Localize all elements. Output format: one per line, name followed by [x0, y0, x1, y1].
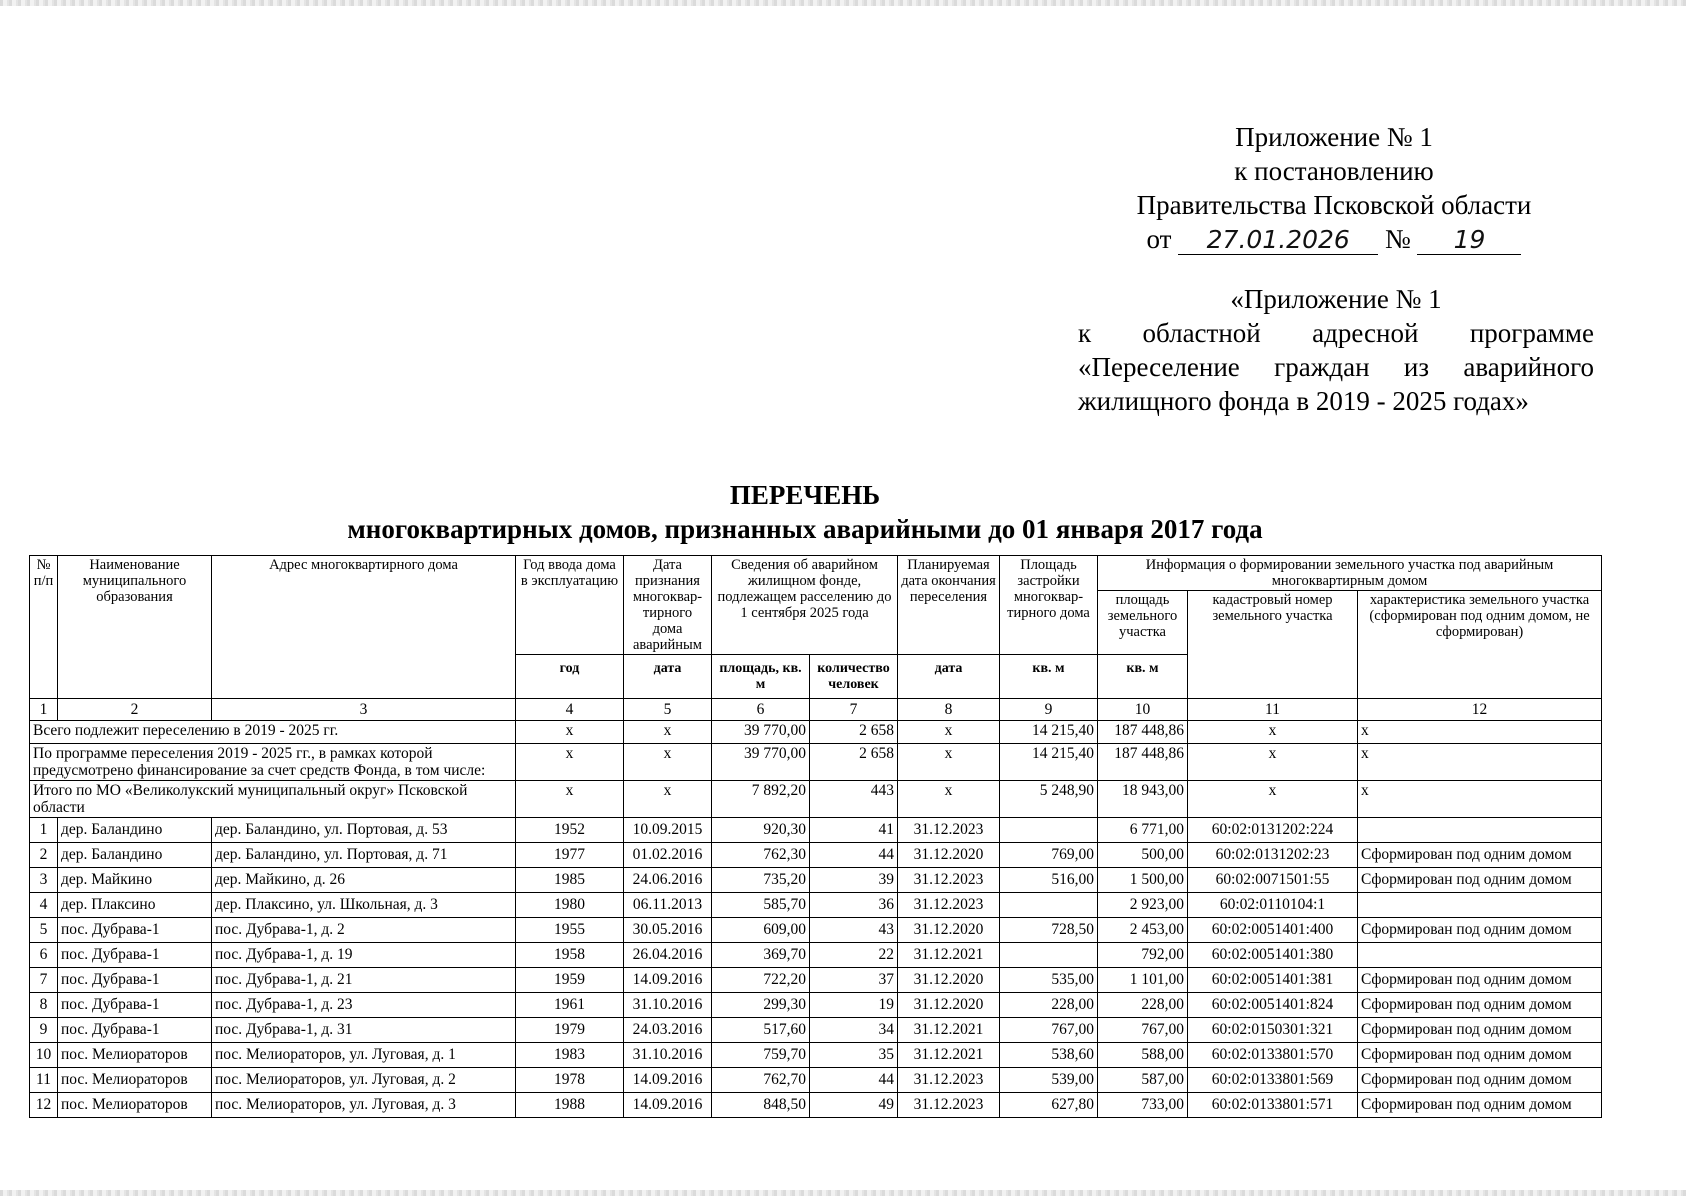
col-number: 1	[30, 699, 58, 721]
table-row	[30, 893, 1602, 918]
cell-building-area	[1000, 893, 1098, 918]
cell-planned-date: 31.12.2020	[898, 993, 1000, 1018]
cell-year: 1979	[516, 1018, 624, 1043]
appendix-to-resolution: к постановлению	[1234, 156, 1434, 186]
cell-recognition-date: 10.09.2015	[624, 818, 712, 843]
cell-people: 36	[810, 893, 898, 918]
table-row	[30, 843, 1602, 868]
cell-characteristic: Сформирован под одним домом	[1358, 1043, 1602, 1068]
cell-municipality: пос. Дубрава-1	[58, 968, 212, 993]
cell-land-area: 1 500,00	[1098, 868, 1188, 893]
cell-area: 762,70	[712, 1068, 810, 1093]
cell-year: 1983	[516, 1043, 624, 1068]
cell-characteristic: Сформирован под одним домом	[1358, 843, 1602, 868]
cell-characteristic	[1358, 818, 1602, 843]
cell-planned-date: 31.12.2020	[898, 918, 1000, 943]
summary-row	[30, 721, 1602, 744]
cell-characteristic: Сформирован под одним домом	[1358, 1068, 1602, 1093]
summary-label: Всего подлежит переселению в 2019 - 2025 гг.	[30, 721, 516, 744]
cell-people: 34	[810, 1018, 898, 1043]
cell-people: 22	[810, 943, 898, 968]
cell-year: 1961	[516, 993, 624, 1018]
scan-edge-bottom	[0, 1190, 1686, 1196]
program-word: к	[1078, 318, 1092, 348]
cell-address: пос. Мелиораторов, ул. Луговая, д. 3	[212, 1093, 516, 1118]
program-word: адресной	[1312, 318, 1419, 348]
cell-address: пос. Дубрава-1, д. 31	[212, 1018, 516, 1043]
cell-people: 35	[810, 1043, 898, 1068]
cell-area: 920,30	[712, 818, 810, 843]
summary-area: 7 892,20	[712, 781, 810, 818]
cell-building-area: 535,00	[1000, 968, 1098, 993]
cell-people: 41	[810, 818, 898, 843]
cell-area: 517,60	[712, 1018, 810, 1043]
cell-building-area: 627,80	[1000, 1093, 1098, 1118]
summary-area: 39 770,00	[712, 721, 810, 744]
summary-label: По программе переселения 2019 - 2025 гг., в рамках которой предусмотрено финансирование за счет средств Фонда, в том числе:	[30, 744, 516, 781]
cell-num: 3	[30, 868, 58, 893]
column-numbers-row	[30, 699, 1602, 721]
program-reference	[1078, 282, 1594, 418]
cell-area: 759,70	[712, 1043, 810, 1068]
col-header-planned-date: Планируемая дата окончания переселения	[898, 556, 1000, 655]
cell-area: 299,30	[712, 993, 810, 1018]
cell-address: дер. Майкино, д. 26	[212, 868, 516, 893]
program-word: «Переселение	[1078, 352, 1240, 382]
cell-characteristic: Сформирован под одним домом	[1358, 1018, 1602, 1043]
cell-cadastral: 60:02:0051401:400	[1188, 918, 1358, 943]
program-appendix-title: «Приложение № 1	[1230, 284, 1442, 314]
summary-cadastral: x	[1188, 721, 1358, 744]
summary-planned-date: x	[898, 781, 1000, 818]
col-header-cadastral: кадастровый номер земельного участка	[1188, 591, 1358, 699]
col-number: 9	[1000, 699, 1098, 721]
unit-area: площадь, кв. м	[712, 655, 810, 699]
cell-land-area: 767,00	[1098, 1018, 1188, 1043]
cell-characteristic: Сформирован под одним домом	[1358, 993, 1602, 1018]
summary-date: x	[624, 721, 712, 744]
cell-recognition-date: 14.09.2016	[624, 1093, 712, 1118]
col-number: 4	[516, 699, 624, 721]
cell-year: 1952	[516, 818, 624, 843]
summary-people: 2 658	[810, 721, 898, 744]
cell-num: 7	[30, 968, 58, 993]
cell-num: 1	[30, 818, 58, 843]
header-row-1	[30, 556, 1602, 591]
cell-characteristic	[1358, 893, 1602, 918]
cell-address: пос. Дубрава-1, д. 21	[212, 968, 516, 993]
cell-characteristic: Сформирован под одним домом	[1358, 968, 1602, 993]
cell-building-area: 767,00	[1000, 1018, 1098, 1043]
cell-num: 2	[30, 843, 58, 868]
program-word: аварийного	[1463, 352, 1594, 382]
summary-date: x	[624, 744, 712, 781]
table-row	[30, 1093, 1602, 1118]
cell-municipality: пос. Мелиораторов	[58, 1093, 212, 1118]
cell-people: 49	[810, 1093, 898, 1118]
cell-people: 44	[810, 843, 898, 868]
table-body	[30, 699, 1602, 1118]
cell-num: 12	[30, 1093, 58, 1118]
table-row	[30, 918, 1602, 943]
handwritten-number: 19	[1417, 226, 1521, 255]
cell-recognition-date: 31.10.2016	[624, 1043, 712, 1068]
unit-year: год	[516, 655, 624, 699]
summary-land-area: 187 448,86	[1098, 721, 1188, 744]
col-header-recognition-date: Дата признания многоквар-тирного дома аварийным	[624, 556, 712, 655]
document-title: ПЕРЕЧЕНЬ	[729, 480, 881, 510]
summary-area: 39 770,00	[712, 744, 810, 781]
handwritten-date: 27.01.2026	[1178, 226, 1378, 255]
cell-address: пос. Дубрава-1, д. 23	[212, 993, 516, 1018]
col-number: 6	[712, 699, 810, 721]
cell-planned-date: 31.12.2023	[898, 868, 1000, 893]
program-word: из	[1403, 352, 1430, 382]
cell-building-area: 769,00	[1000, 843, 1098, 868]
summary-people: 443	[810, 781, 898, 818]
cell-planned-date: 31.12.2020	[898, 843, 1000, 868]
cell-area: 762,30	[712, 843, 810, 868]
col-number: 7	[810, 699, 898, 721]
summary-row	[30, 781, 1602, 818]
table-row	[30, 1018, 1602, 1043]
cell-address: пос. Дубрава-1, д. 2	[212, 918, 516, 943]
cell-address: пос. Дубрава-1, д. 19	[212, 943, 516, 968]
summary-characteristic: x	[1358, 721, 1602, 744]
cell-planned-date: 31.12.2023	[898, 893, 1000, 918]
cell-planned-date: 31.12.2020	[898, 968, 1000, 993]
col-number: 3	[212, 699, 516, 721]
cell-characteristic	[1358, 943, 1602, 968]
col-header-num: № п/п	[30, 556, 58, 699]
col-number: 8	[898, 699, 1000, 721]
cell-year: 1985	[516, 868, 624, 893]
appendix-header	[1100, 120, 1568, 256]
summary-cadastral: x	[1188, 781, 1358, 818]
cell-recognition-date: 24.03.2016	[624, 1018, 712, 1043]
col-number: 5	[624, 699, 712, 721]
cell-area: 735,20	[712, 868, 810, 893]
summary-label: Итого по МО «Великолукский муниципальный округ» Псковской области	[30, 781, 516, 818]
cell-recognition-date: 24.06.2016	[624, 868, 712, 893]
cell-municipality: пос. Дубрава-1	[58, 1018, 212, 1043]
table-row	[30, 943, 1602, 968]
table-row	[30, 1068, 1602, 1093]
cell-municipality: пос. Дубрава-1	[58, 993, 212, 1018]
cell-address: дер. Баландино, ул. Портовая, д. 71	[212, 843, 516, 868]
program-line-2	[1078, 316, 1594, 350]
cell-num: 4	[30, 893, 58, 918]
cell-building-area: 516,00	[1000, 868, 1098, 893]
table-row	[30, 993, 1602, 1018]
cell-address: пос. Мелиораторов, ул. Луговая, д. 1	[212, 1043, 516, 1068]
cell-recognition-date: 14.09.2016	[624, 1068, 712, 1093]
cell-municipality: пос. Мелиораторов	[58, 1043, 212, 1068]
cell-cadastral: 60:02:0131202:23	[1188, 843, 1358, 868]
summary-building-area: 5 248,90	[1000, 781, 1098, 818]
cell-municipality: дер. Плаксино	[58, 893, 212, 918]
cell-num: 8	[30, 993, 58, 1018]
cell-cadastral: 60:02:0051401:381	[1188, 968, 1358, 993]
summary-date: x	[624, 781, 712, 818]
cell-year: 1955	[516, 918, 624, 943]
number-label: №	[1384, 224, 1411, 254]
cell-land-area: 792,00	[1098, 943, 1188, 968]
cell-land-area: 1 101,00	[1098, 968, 1188, 993]
cell-num: 5	[30, 918, 58, 943]
program-word: граждан	[1274, 352, 1370, 382]
cell-num: 6	[30, 943, 58, 968]
cell-year: 1959	[516, 968, 624, 993]
cell-cadastral: 60:02:0133801:569	[1188, 1068, 1358, 1093]
cell-building-area: 539,00	[1000, 1068, 1098, 1093]
cell-recognition-date: 30.05.2016	[624, 918, 712, 943]
col-number: 11	[1188, 699, 1358, 721]
cell-area: 585,70	[712, 893, 810, 918]
cell-people: 19	[810, 993, 898, 1018]
summary-building-area: 14 215,40	[1000, 744, 1098, 781]
cell-cadastral: 60:02:0051401:380	[1188, 943, 1358, 968]
summary-characteristic: x	[1358, 781, 1602, 818]
cell-area: 722,20	[712, 968, 810, 993]
cell-year: 1978	[516, 1068, 624, 1093]
cell-municipality: пос. Дубрава-1	[58, 918, 212, 943]
cell-land-area: 500,00	[1098, 843, 1188, 868]
col-header-address: Адрес многоквартирного дома	[212, 556, 516, 699]
cell-recognition-date: 01.02.2016	[624, 843, 712, 868]
cell-num: 11	[30, 1068, 58, 1093]
cell-land-area: 588,00	[1098, 1043, 1188, 1068]
unit-recognition-date: дата	[624, 655, 712, 699]
cell-cadastral: 60:02:0133801:571	[1188, 1093, 1358, 1118]
cell-address: пос. Мелиораторов, ул. Луговая, д. 2	[212, 1068, 516, 1093]
unit-building-area: кв. м	[1000, 655, 1098, 699]
cell-num: 9	[30, 1018, 58, 1043]
summary-year: x	[516, 744, 624, 781]
cell-building-area: 728,50	[1000, 918, 1098, 943]
cell-recognition-date: 14.09.2016	[624, 968, 712, 993]
cell-building-area: 228,00	[1000, 993, 1098, 1018]
appendix-title: Приложение № 1	[1235, 122, 1433, 152]
summary-land-area: 187 448,86	[1098, 744, 1188, 781]
from-label: от	[1146, 224, 1172, 254]
cell-year: 1988	[516, 1093, 624, 1118]
unit-people: количество человек	[810, 655, 898, 699]
cell-municipality: пос. Мелиораторов	[58, 1068, 212, 1093]
scan-edge-top	[0, 0, 1686, 6]
cell-characteristic: Сформирован под одним домом	[1358, 1093, 1602, 1118]
summary-row	[30, 744, 1602, 781]
cell-people: 37	[810, 968, 898, 993]
cell-building-area: 538,60	[1000, 1043, 1098, 1068]
cell-area: 609,00	[712, 918, 810, 943]
summary-planned-date: x	[898, 721, 1000, 744]
cell-land-area: 2 453,00	[1098, 918, 1188, 943]
cell-year: 1980	[516, 893, 624, 918]
col-header-land-characteristic: характеристика земельного участка (сформирован под одним домом, не сформирован)	[1358, 591, 1602, 699]
houses-table	[29, 555, 1602, 1118]
cell-cadastral: 60:02:0133801:570	[1188, 1043, 1358, 1068]
cell-building-area	[1000, 943, 1098, 968]
cell-planned-date: 31.12.2021	[898, 1043, 1000, 1068]
summary-land-area: 18 943,00	[1098, 781, 1188, 818]
appendix-date-number-line	[1100, 222, 1568, 256]
cell-year: 1958	[516, 943, 624, 968]
cell-planned-date: 31.12.2021	[898, 1018, 1000, 1043]
cell-land-area: 2 923,00	[1098, 893, 1188, 918]
col-number: 10	[1098, 699, 1188, 721]
table-row	[30, 968, 1602, 993]
cell-people: 44	[810, 1068, 898, 1093]
cell-cadastral: 60:02:0131202:224	[1188, 818, 1358, 843]
cell-area: 848,50	[712, 1093, 810, 1118]
summary-building-area: 14 215,40	[1000, 721, 1098, 744]
cell-recognition-date: 26.04.2016	[624, 943, 712, 968]
summary-year: x	[516, 721, 624, 744]
cell-municipality: пос. Дубрава-1	[58, 943, 212, 968]
col-header-building-area: Площадь застройки многоквар-тирного дома	[1000, 556, 1098, 655]
cell-people: 43	[810, 918, 898, 943]
cell-planned-date: 31.12.2023	[898, 1093, 1000, 1118]
cell-cadastral: 60:02:0051401:824	[1188, 993, 1358, 1018]
cell-year: 1977	[516, 843, 624, 868]
cell-land-area: 6 771,00	[1098, 818, 1188, 843]
cell-municipality: дер. Баландино	[58, 843, 212, 868]
summary-planned-date: x	[898, 744, 1000, 781]
summary-characteristic: x	[1358, 744, 1602, 781]
unit-land-area: кв. м	[1098, 655, 1188, 699]
col-header-emergency-info: Сведения об аварийном жилищном фонде, подлежащем расселению до 1 сентября 2025 года	[712, 556, 898, 655]
cell-land-area: 228,00	[1098, 993, 1188, 1018]
cell-municipality: дер. Баландино	[58, 818, 212, 843]
cell-characteristic: Сформирован под одним домом	[1358, 918, 1602, 943]
program-line-3	[1078, 350, 1594, 384]
program-line-4: жилищного фонда в 2019 - 2025 годах»	[1078, 386, 1529, 416]
cell-cadastral: 60:02:0071501:55	[1188, 868, 1358, 893]
cell-recognition-date: 06.11.2013	[624, 893, 712, 918]
cell-cadastral: 60:02:0110104:1	[1188, 893, 1358, 918]
cell-building-area	[1000, 818, 1098, 843]
col-header-land-info: Информация о формировании земельного участка под аварийным многоквартирным домом	[1098, 556, 1602, 591]
cell-people: 39	[810, 868, 898, 893]
cell-planned-date: 31.12.2021	[898, 943, 1000, 968]
cell-planned-date: 31.12.2023	[898, 1068, 1000, 1093]
table-row	[30, 868, 1602, 893]
cell-address: дер. Баландино, ул. Портовая, д. 53	[212, 818, 516, 843]
program-word: программе	[1469, 318, 1594, 348]
table-row	[30, 818, 1602, 843]
cell-num: 10	[30, 1043, 58, 1068]
table-row	[30, 1043, 1602, 1068]
appendix-government: Правительства Псковской области	[1136, 190, 1532, 220]
cell-area: 369,70	[712, 943, 810, 968]
summary-year: x	[516, 781, 624, 818]
program-word: областной	[1142, 318, 1261, 348]
col-number: 2	[58, 699, 212, 721]
col-header-year: Год ввода дома в эксплуатацию	[516, 556, 624, 655]
cell-land-area: 587,00	[1098, 1068, 1188, 1093]
summary-cadastral: x	[1188, 744, 1358, 781]
cell-recognition-date: 31.10.2016	[624, 993, 712, 1018]
cell-cadastral: 60:02:0150301:321	[1188, 1018, 1358, 1043]
col-header-land-area: площадь земельного участка	[1098, 591, 1188, 655]
cell-planned-date: 31.12.2023	[898, 818, 1000, 843]
cell-land-area: 733,00	[1098, 1093, 1188, 1118]
document-subtitle: многоквартирных домов, признанных аварийными до 01 января 2017 года	[347, 514, 1263, 544]
col-number: 12	[1358, 699, 1602, 721]
cell-municipality: дер. Майкино	[58, 868, 212, 893]
summary-people: 2 658	[810, 744, 898, 781]
cell-address: дер. Плаксино, ул. Школьная, д. 3	[212, 893, 516, 918]
cell-characteristic: Сформирован под одним домом	[1358, 868, 1602, 893]
col-header-municipality: Наименование муниципального образования	[58, 556, 212, 699]
unit-planned-date: дата	[898, 655, 1000, 699]
